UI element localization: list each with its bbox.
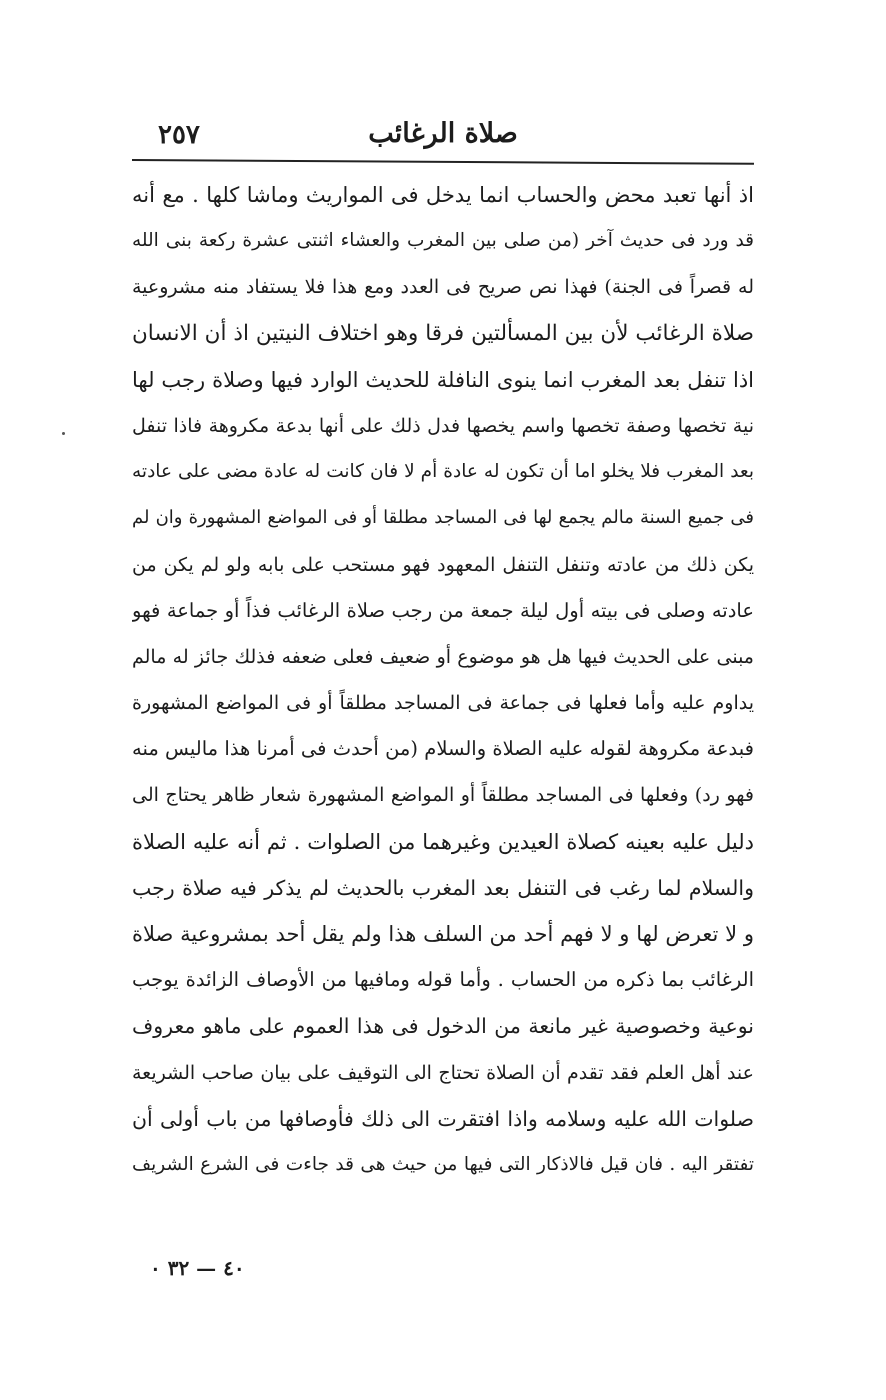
text-line: نوعية وخصوصية غير مانعة من الدخول فى هذا العموم على ماهو معروف: [132, 1014, 754, 1039]
text-line: فهو رد) وفعلها فى المساجد مطلقاً أو المواضع المشهورة شعار ظاهر يحتاج الى: [132, 784, 754, 807]
text-line: والسلام لما رغب فى التنفل بعد المغرب بالحديث لم يذكر فيه صلاة رجب: [132, 875, 754, 900]
body-text: [132, 172, 754, 1188]
text-line: بعد المغرب فلا يخلو اما أن تكون له عادة أم لا فان كانت له عادة مضى على عادته: [132, 461, 754, 483]
text-line: صلوات الله عليه وسلامه واذا افتقرت الى ذلك فأوصافها من باب أولى أن: [132, 1106, 754, 1131]
text-line: تفتقر اليه . فان قيل فالاذكار التى فيها من حيث هى قد جاءت فى الشرع الشريف: [132, 1153, 754, 1175]
page-header: [130, 118, 756, 158]
text-line: قد ورد فى حديث آخر (من صلى بين المغرب والعشاء اثنتى عشرة ركعة بنى الله: [132, 230, 754, 252]
text-line: فى جميع السنة مالم يجمع لها فى المساجد مطلقا أو فى المواضع المشهورة وان لم: [132, 507, 754, 529]
page-number: ٢٥٧: [158, 120, 200, 150]
running-title: صلاة الرغائب: [368, 118, 518, 149]
text-line: يكن ذلك من عادته وتنفل التنفل المعهود فهو مستحب على بابه ولو لم يكن من: [132, 553, 754, 576]
signature-mark: ٤٠ — ٣٢ ٠: [150, 1256, 245, 1280]
text-line: فبدعة مكروهة لقوله عليه الصلاة والسلام (من أحدث فى أمرنا هذا ماليس منه: [132, 737, 754, 761]
text-line: له قصراً فى الجنة) فهذا نص صريح فى العدد ومع هذا فلا يستفاد منه مشروعية: [132, 276, 754, 299]
text-line: اذا تنفل بعد المغرب انما ينوى النافلة للحديث الوارد فيها وصلاة رجب لها: [132, 367, 754, 392]
text-line: عادته وصلى فى بيته أول ليلة جمعة من رجب صلاة الرغائب فذاً أو جماعة فهو: [132, 598, 754, 622]
text-line: يداوم عليه وأما فعلها فى جماعة فى المساجد مطلقاً أو فى المواضع المشهورة: [132, 692, 754, 715]
text-line: صلاة الرغائب لأن بين المسألتين فرقا وهو اختلاف النيتين اذ أن الانسان: [132, 320, 754, 346]
margin-speck: [62, 432, 65, 435]
text-line: عند أهل العلم فقد تقدم أن الصلاة تحتاج الى التوقيف على بيان صاحب الشريعة: [132, 1061, 754, 1084]
text-line: مبنى على الحديث فيها هل هو موضوع أو ضعيف فعلى ضعفه فذلك جائز له مالم: [132, 645, 754, 668]
header-rule: [132, 159, 754, 165]
text-line: و لا تعرض لها و لا فهم أحد من السلف هذا ولم يقل أحد بمشروعية صلاة: [132, 922, 754, 946]
text-line: اذ أنها تعبد محض والحساب انما يدخل فى المواريث وماشا كلها . مع أنه: [132, 183, 754, 207]
text-line: الرغائب بما ذكره من الحساب . وأما قوله ومافيها من الأوصاف الزائدة يوجب: [132, 968, 754, 992]
text-line: نية تخصها وصفة تخصها واسم يخصها فدل ذلك على أنها بدعة مكروهة فاذا تنفل: [132, 414, 754, 437]
text-line: دليل عليه بعينه كصلاة العيدين وغيرهما من الصلوات . ثم أنه عليه الصلاة: [132, 829, 754, 854]
